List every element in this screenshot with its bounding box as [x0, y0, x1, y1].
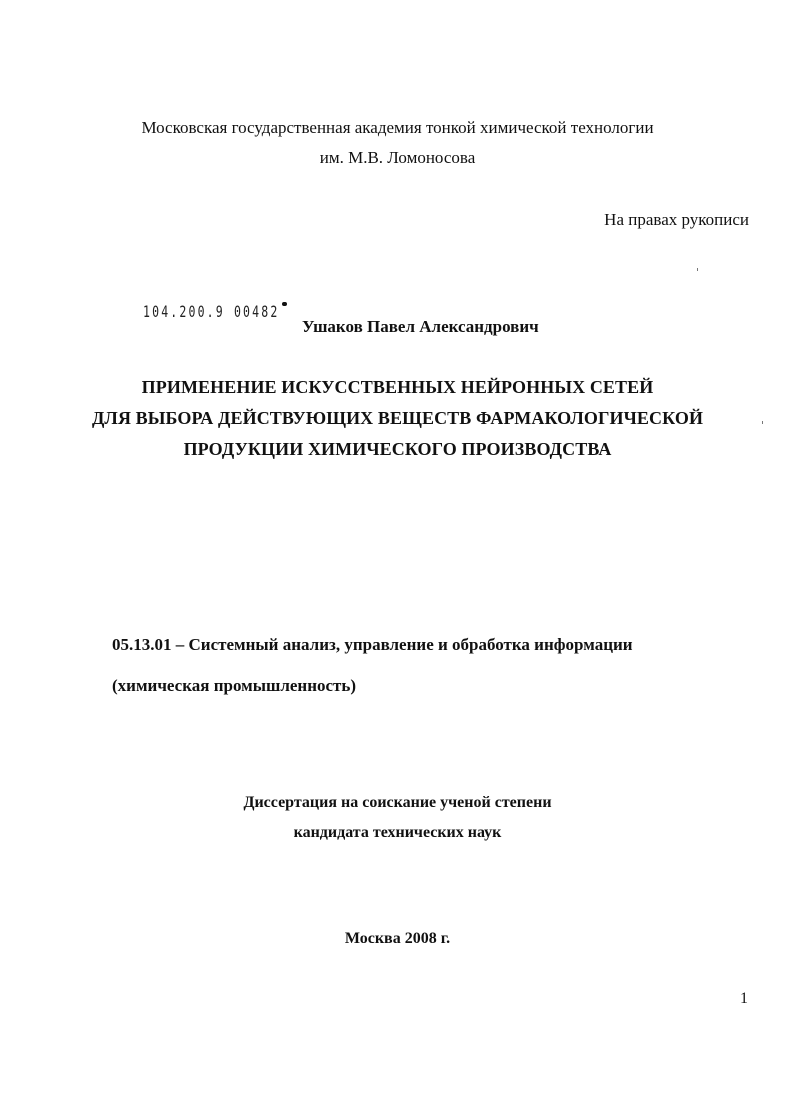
institution-name-line2: им. М.В. Ломоносова	[319, 148, 476, 167]
degree-line2: кандидата технических наук	[293, 824, 502, 841]
rights-note: На правах рукописи	[604, 210, 749, 229]
specialty-field: (химическая промышленность)	[112, 676, 357, 695]
institution-name-line1: Московская государственная академия тонкой химической технологии	[141, 118, 654, 137]
registration-number: 104.200.9 00482	[143, 302, 280, 321]
specialty-code: 05.13.01 – Системный анализ, управление и обработка информации	[112, 635, 633, 654]
dissertation-title-line1: ПРИМЕНЕНИЕ ИСКУССТВЕННЫХ НЕЙРОННЫХ СЕТЕЙ	[141, 377, 654, 397]
registration-mark	[282, 302, 287, 306]
scan-speck	[762, 421, 763, 424]
degree-line1: Диссертация на соискание ученой степени	[243, 794, 552, 811]
author-name: Ушаков Павел Александрович	[302, 317, 539, 336]
scan-speck	[697, 268, 698, 271]
dissertation-title-line2: ДЛЯ ВЫБОРА ДЕЙСТВУЮЩИХ ВЕЩЕСТВ ФАРМАКОЛОГИЧЕСКОЙ	[91, 408, 704, 428]
city-year: Москва 2008 г.	[344, 930, 451, 947]
page-number: 1	[740, 990, 748, 1007]
dissertation-title-line3: ПРОДУКЦИИ ХИМИЧЕСКОГО ПРОИЗВОДСТВА	[183, 439, 612, 459]
